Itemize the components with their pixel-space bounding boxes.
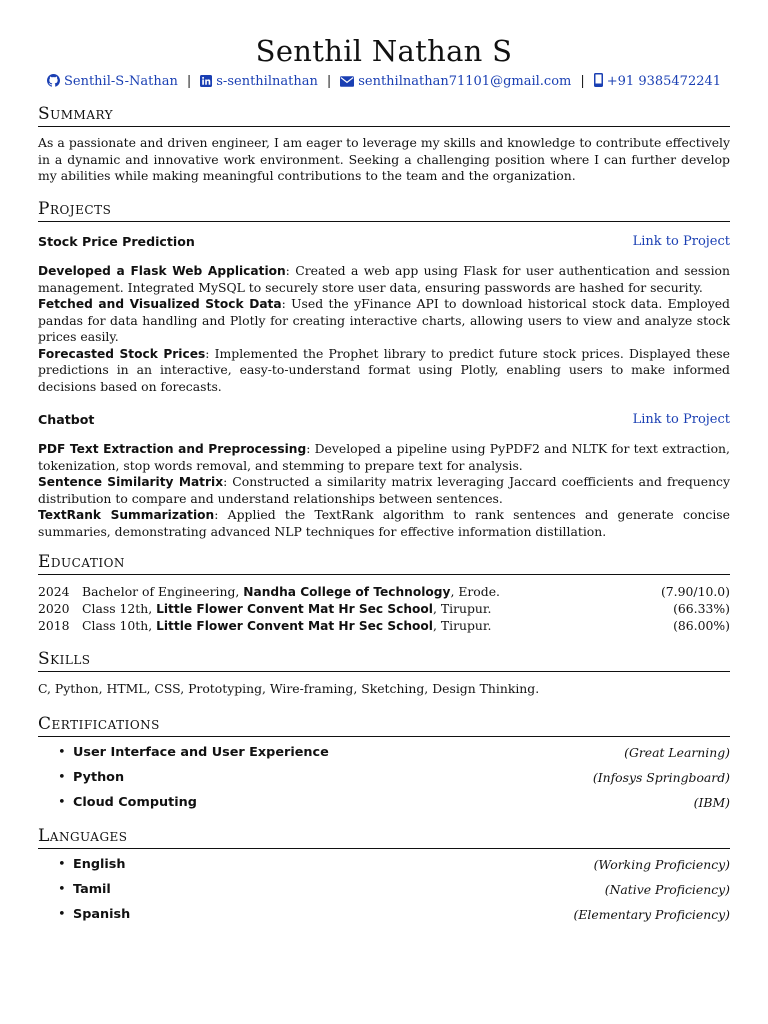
certification-name: Python: [73, 770, 125, 785]
proficiency: Native Proficiency: [609, 882, 726, 897]
point-heading: Forecasted Stock Prices: [38, 346, 206, 361]
mobile-phone-icon: [594, 73, 603, 87]
certification-item: [38, 745, 730, 770]
github-handle: Senthil-S-Nathan: [63, 74, 178, 89]
section-title: Languages: [38, 826, 730, 849]
bullet-dot: •: [58, 770, 66, 785]
point-heading: Sentence Similarity Matrix: [38, 475, 224, 489]
section-title: Certifications: [38, 714, 730, 737]
bullet-dot: •: [58, 745, 66, 760]
certification-issuer: (IBM): [693, 795, 730, 810]
education-detail: [82, 618, 491, 633]
summary-section: [38, 104, 730, 185]
project-point: [38, 346, 730, 396]
education-year: 2024: [38, 584, 70, 599]
proficiency: Working Proficiency: [598, 857, 726, 872]
point-text: : Constructed a similarity matrix leveraging Jaccard coefficients and frequency distribution to compare and understand relationships between sentences.: [38, 474, 730, 506]
language-level: (Native Proficiency): [604, 882, 730, 897]
point-text: : Developed a pipeline using PyPDF2 and NLTK for text extraction, tokenization, stop words removal, and stemming to prepare text for analysis.: [38, 441, 730, 473]
language-name: English: [73, 857, 126, 872]
education-grade: (86.00%): [673, 618, 730, 633]
degree: Class 12th,: [82, 601, 157, 616]
education-detail: [82, 584, 500, 599]
school-place: , Erode.: [450, 584, 500, 599]
education-row: [38, 584, 730, 601]
project-title: Chatbot: [38, 412, 95, 427]
project-link[interactable]: Link to Project: [632, 234, 730, 249]
issuer-name: Infosys Springboard: [597, 770, 726, 785]
email-address: senthilnathan71101@gmail.com: [358, 74, 572, 89]
point-heading: Developed a Flask Web Application: [38, 264, 286, 278]
education-row: [38, 618, 730, 635]
degree: Bachelor of Engineering,: [82, 584, 244, 599]
project-header: [38, 234, 730, 250]
certification-issuer: (Infosys Springboard): [592, 770, 730, 785]
certification-item: [38, 795, 730, 820]
certification-name: User Interface and User Experience: [73, 745, 329, 760]
language-item: [38, 882, 730, 907]
project-link[interactable]: Link to Project: [632, 412, 730, 427]
skills-text: C, Python, HTML, CSS, Prototyping, Wire-framing, Sketching, Design Thinking.: [38, 681, 540, 696]
proficiency: Elementary Proficiency: [578, 907, 726, 922]
linkedin-link[interactable]: [200, 74, 318, 89]
section-title: Skills: [38, 649, 730, 672]
project-point: [38, 507, 730, 540]
section-title: Education: [38, 552, 730, 575]
education-year: 2018: [38, 618, 70, 633]
bullet-dot: •: [58, 882, 66, 897]
separator: |: [326, 74, 332, 89]
language-item: [38, 907, 730, 932]
project-details: [38, 441, 730, 540]
project-point: [38, 296, 730, 346]
bullet-dot: •: [58, 795, 66, 810]
language-level: (Elementary Proficiency): [573, 907, 730, 922]
education-detail: [82, 601, 491, 616]
issuer-name: Great Learning: [628, 745, 726, 760]
github-icon: [47, 74, 60, 87]
separator: |: [186, 74, 192, 89]
certification-item: [38, 770, 730, 795]
envelope-icon: [340, 76, 354, 87]
bullet-dot: •: [58, 907, 66, 922]
point-heading: TextRank Summarization: [38, 508, 215, 522]
summary-text: As a passionate and driven engineer, I am eager to leverage my skills and knowledge to contribute effectively in a dynamic and innovative work environment. Seeking a challenging position where I can further develop my abilities while making meaningful contributions to the team and the organization.: [38, 135, 730, 183]
separator: |: [580, 74, 585, 89]
issuer-name: IBM: [698, 795, 726, 810]
certifications-section: [38, 714, 730, 820]
education-section: [38, 552, 730, 635]
project-header: [38, 412, 730, 428]
project-point: [38, 441, 730, 474]
projects-section: [38, 199, 730, 222]
point-text: : Created a web app using Flask for user authentication and session management. Integrated MySQL to securely store user data, ensuring passwords are hashed for security.: [38, 263, 730, 295]
language-name: Tamil: [73, 882, 111, 897]
project-title: Stock Price Prediction: [38, 234, 195, 249]
section-title: Projects: [38, 199, 730, 222]
point-text: : Applied the TextRank algorithm to rank sentences and generate concise summaries, demonstrating advanced NLP techniques for effective information distillation.: [38, 507, 730, 539]
language-level: (Working Proficiency): [593, 857, 730, 872]
education-grade: (7.90/10.0): [660, 584, 730, 599]
education-grade: (66.33%): [673, 601, 730, 616]
point-heading: PDF Text Extraction and Preprocessing: [38, 442, 307, 456]
project-point: [38, 263, 730, 296]
education-row: [38, 601, 730, 618]
candidate-name: Senthil Nathan S: [255, 34, 513, 68]
certification-issuer: (Great Learning): [624, 745, 730, 760]
contact-bar: [38, 73, 730, 89]
language-name: Spanish: [73, 907, 131, 922]
bullet-dot: •: [58, 857, 66, 872]
certification-name: Cloud Computing: [73, 795, 197, 810]
email-link[interactable]: [340, 74, 571, 89]
degree: Class 10th,: [82, 618, 157, 633]
linkedin-icon: [200, 75, 212, 87]
phone-number: +91 9385472241: [606, 74, 722, 89]
education-year: 2020: [38, 601, 70, 616]
school-name: Little Flower Convent Mat Hr Sec School: [156, 619, 433, 633]
skills-section: [38, 649, 730, 698]
section-title: Summary: [38, 104, 730, 127]
school-name: Nandha College of Technology: [243, 585, 451, 599]
project-details: [38, 263, 730, 395]
point-text: : Used the yFinance API to download historical stock data. Employed pandas for data handling and Plotly for creating interactive charts, allowing users to view and analyze stock prices easily.: [38, 296, 730, 344]
point-text: : Implemented the Prophet library to predict future stock prices. Displayed these predictions in an interactive, easy-to-understand format using Plotly, enabling users to make informed decisions based on forecasts.: [38, 345, 730, 394]
school-place: , Tirupur.: [432, 618, 492, 633]
linkedin-handle: s-senthilnathan: [216, 74, 318, 89]
language-item: [38, 857, 730, 882]
school-name: Little Flower Convent Mat Hr Sec School: [156, 602, 433, 616]
school-place: , Tirupur.: [432, 601, 492, 616]
languages-section: [38, 826, 730, 932]
phone-link[interactable]: [594, 74, 721, 89]
github-link[interactable]: [47, 74, 178, 89]
point-heading: Fetched and Visualized Stock Data: [38, 297, 282, 311]
project-point: [38, 474, 730, 507]
